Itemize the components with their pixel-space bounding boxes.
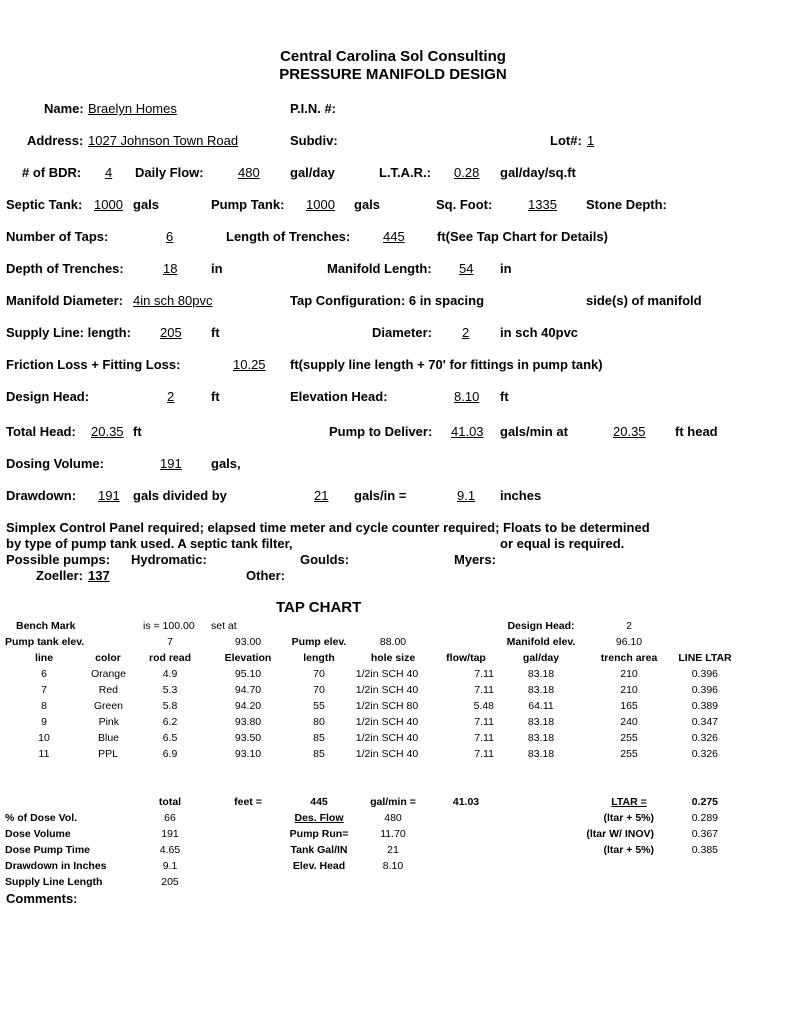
row-3-ltar: 0.389	[691, 700, 718, 712]
ltar-unit: gal/day/sq.ft	[500, 165, 576, 180]
ltar-plus5b-label: (ltar + 5%)	[603, 844, 654, 856]
address-value: 1027 Johnson Town Road	[88, 133, 239, 148]
manifold-elev-value: 96.10	[615, 636, 643, 648]
row-2-color: Red	[98, 684, 118, 696]
elevation-head-label: Elevation Head:	[290, 389, 388, 404]
row-1-galday: 83.18	[527, 668, 555, 680]
notes-line-1: Simplex Control Panel required; elapsed time meter and cycle counter required; Floats to be determined	[6, 520, 650, 535]
row-4-color: Pink	[98, 716, 119, 728]
name-value: Braelyn Homes	[88, 101, 177, 116]
septic-tank-unit: gals	[133, 197, 160, 212]
row-2-galday: 83.18	[527, 684, 555, 696]
pump-deliver-label: Pump to Deliver:	[329, 424, 433, 439]
zoeller-label: Zoeller:	[36, 568, 83, 583]
row-6-hole: 1/2in SCH 40	[355, 748, 419, 760]
design-head-label: Design Head:	[6, 389, 90, 404]
supply-line-value: 205	[160, 325, 182, 340]
pump-deliver-unit: gals/min at	[500, 424, 568, 439]
dose-pump-time-label: Dose Pump Time	[5, 844, 90, 856]
pump-tank-label: Pump Tank:	[211, 197, 285, 212]
sq-foot-label: Sq. Foot:	[436, 197, 493, 212]
friction-loss-value: 10.25	[233, 357, 266, 372]
design-head-unit: ft	[211, 389, 220, 404]
tap-design-head-label: Design Head:	[507, 620, 575, 632]
row-6-ltar: 0.326	[691, 748, 718, 760]
dosing-volume-label: Dosing Volume:	[6, 456, 104, 471]
manifold-length-value: 54	[459, 261, 474, 276]
summary-total-label: total	[158, 796, 182, 808]
row-6-elevation: 93.10	[234, 748, 262, 760]
pump-tank-unit: gals	[354, 197, 381, 212]
address-label: Address:	[27, 133, 84, 148]
row-1-color: Orange	[90, 668, 126, 680]
pct-dose-value: 66	[164, 812, 176, 824]
row-1-hole: 1/2in SCH 40	[355, 668, 419, 680]
row-6-rod: 6.9	[162, 748, 178, 760]
manifold-elev-label: Manifold elev.	[506, 636, 576, 648]
manifold-diameter-value: 4in sch 80pvc	[133, 293, 213, 308]
summary-ltar-label: LTAR =	[611, 796, 647, 808]
row-5-area: 255	[620, 732, 638, 744]
row-4-galday: 83.18	[527, 716, 555, 728]
possible-pumps-label: Possible pumps:	[6, 552, 111, 567]
bdr-value: 4	[105, 165, 113, 180]
row-1-line: 6	[41, 668, 47, 680]
head-value: 20.35	[613, 424, 646, 439]
elevation-head-value: 8.10	[454, 389, 480, 404]
trench-length-label: Length of Trenches:	[226, 229, 351, 244]
other-label: Other:	[246, 568, 285, 583]
tap-design-head-value: 2	[626, 620, 632, 632]
row-2-flow: 7.11	[474, 684, 494, 696]
goulds-label: Goulds:	[300, 552, 350, 567]
row-5-line: 10	[38, 732, 50, 744]
notes-line-2: by type of pump tank used. A septic tank filter,	[6, 536, 293, 551]
trench-length-note: ft(See Tap Chart for Details)	[437, 229, 608, 244]
dose-volume-label: Dose Volume	[5, 828, 71, 840]
row-5-color: Blue	[97, 732, 119, 744]
row-4-rod: 6.2	[162, 716, 178, 728]
row-4-length: 80	[313, 716, 325, 728]
row-4-ltar: 0.347	[691, 716, 718, 728]
row-6-flow: 7.11	[474, 748, 494, 760]
col-length: length	[303, 652, 335, 664]
notes-line-2b: or equal is required.	[500, 536, 625, 551]
dose-pump-time-value: 4.65	[159, 844, 181, 856]
ltar-value: 0.28	[454, 165, 480, 180]
trench-depth-label: Depth of Trenches:	[6, 261, 124, 276]
drawdown-label: Drawdown:	[6, 488, 77, 503]
taps-value: 6	[166, 229, 174, 244]
friction-loss-note: ft(supply line length + 70' for fittings in pump tank)	[290, 357, 603, 372]
ltar-plus5-value: 0.289	[691, 812, 718, 824]
col-line: line	[34, 652, 54, 664]
design-head-value: 2	[167, 389, 175, 404]
row-6-length: 85	[313, 748, 325, 760]
row-3-flow: 5.48	[473, 700, 494, 712]
col-flow-tap: flow/tap	[446, 652, 486, 664]
pump-tank-elev-label: Pump tank elev.	[5, 636, 85, 648]
row-3-elevation: 94.20	[234, 700, 262, 712]
row-1-flow: 7.11	[474, 668, 494, 680]
ltar-inov-label: (ltar W/ INOV)	[586, 828, 654, 840]
bench-mark-label: Bench Mark	[16, 620, 76, 632]
diameter-label: Diameter:	[372, 325, 432, 340]
col-elevation: Elevation	[224, 652, 272, 664]
pump-tank-value: 1000	[306, 197, 335, 212]
drawdown-inches-label: Drawdown in Inches	[5, 860, 107, 872]
row-1-ltar: 0.396	[691, 668, 718, 680]
total-head-label: Total Head:	[6, 424, 76, 439]
document-title: PRESSURE MANIFOLD DESIGN	[279, 66, 507, 83]
pump-deliver-value: 41.03	[451, 424, 484, 439]
row-5-galday: 83.18	[527, 732, 555, 744]
supply-line-length-value: 205	[161, 876, 179, 888]
ltar-plus5-label: (ltar + 5%)	[603, 812, 654, 824]
row-3-color: Green	[93, 700, 123, 712]
ltar-inov-value: 0.367	[691, 828, 718, 840]
hydromatic-label: Hydromatic:	[131, 552, 207, 567]
col-rod-read: rod read	[148, 652, 192, 664]
row-4-area: 240	[620, 716, 638, 728]
dose-volume-value: 191	[161, 828, 179, 840]
row-1-length: 70	[313, 668, 325, 680]
trench-length-value: 445	[383, 229, 405, 244]
tap-configuration: Tap Configuration: 6 in spacing	[290, 293, 485, 308]
pump-elev-label: Pump elev.	[291, 636, 347, 648]
tank-gal-value: 21	[387, 844, 399, 856]
septic-tank-label: Septic Tank:	[6, 197, 83, 212]
daily-flow-label: Daily Flow:	[135, 165, 204, 180]
drawdown-divisor-unit: gals/in =	[354, 488, 407, 503]
row-6-area: 255	[620, 748, 638, 760]
pump-tank-rod: 7	[167, 636, 173, 648]
drawdown-result: 9.1	[457, 488, 476, 503]
row-5-length: 85	[313, 732, 325, 744]
daily-flow-value: 480	[238, 165, 260, 180]
summary-elev-head-value: 8.10	[382, 860, 404, 872]
bench-mark-set-at: set at	[211, 620, 237, 632]
col-gal-day: gal/day	[522, 652, 560, 664]
name-label: Name:	[44, 101, 84, 116]
manifold-length-label: Manifold Length:	[327, 261, 432, 276]
manifold-length-unit: in	[500, 261, 512, 276]
drawdown-divisor: 21	[314, 488, 329, 503]
bdr-label: # of BDR:	[22, 165, 82, 180]
row-3-line: 8	[41, 700, 47, 712]
tank-gal-label: Tank Gal/IN	[290, 844, 348, 856]
tap-chart-title: TAP CHART	[276, 599, 362, 616]
row-2-elevation: 94.70	[234, 684, 262, 696]
drawdown-text: gals divided by	[133, 488, 227, 503]
summary-feet-label: feet =	[234, 796, 262, 808]
supply-line-unit: ft	[211, 325, 220, 340]
dosing-volume-unit: gals,	[211, 456, 241, 471]
trench-depth-unit: in	[211, 261, 223, 276]
row-1-rod: 4.9	[162, 668, 178, 680]
row-5-ltar: 0.326	[691, 732, 718, 744]
row-4-flow: 7.11	[474, 716, 494, 728]
pct-dose-label: % of Dose Vol.	[5, 812, 78, 824]
elevation-head-unit: ft	[500, 389, 509, 404]
drawdown-value: 191	[98, 488, 120, 503]
col-trench-area: trench area	[600, 652, 658, 664]
col-color: color	[95, 652, 121, 664]
row-3-galday: 64.11	[528, 700, 554, 712]
row-5-rod: 6.5	[162, 732, 178, 744]
pump-run-value: 11.70	[380, 828, 406, 840]
pin-label: P.I.N. #:	[290, 101, 337, 116]
row-5-hole: 1/2in SCH 40	[355, 732, 419, 744]
comments-label: Comments:	[6, 891, 78, 906]
des-flow-value: 480	[384, 812, 402, 824]
drawdown-inches-value: 9.1	[162, 860, 178, 872]
summary-galmin-label: gal/min =	[370, 796, 416, 808]
row-4-hole: 1/2in SCH 40	[355, 716, 419, 728]
diameter-value: 2	[462, 325, 470, 340]
row-2-rod: 5.3	[162, 684, 178, 696]
manifold-sides: side(s) of manifold	[586, 293, 702, 308]
row-6-galday: 83.18	[527, 748, 555, 760]
row-4-line: 9	[41, 716, 47, 728]
row-3-rod: 5.8	[162, 700, 178, 712]
bench-mark-is: is = 100.00	[143, 620, 195, 632]
lot-value: 1	[587, 133, 595, 148]
supply-line-length-label: Supply Line Length	[5, 876, 103, 888]
summary-feet-value: 445	[310, 796, 328, 808]
septic-tank-value: 1000	[94, 197, 123, 212]
row-4-elevation: 93.80	[234, 716, 262, 728]
summary-ltar-value: 0.275	[691, 796, 718, 808]
row-1-area: 210	[620, 668, 638, 680]
des-flow-label: Des. Flow	[294, 812, 344, 824]
row-5-flow: 7.11	[474, 732, 494, 744]
dosing-volume-value: 191	[160, 456, 182, 471]
col-line-ltar: LINE LTAR	[678, 652, 732, 664]
ltar-label: L.T.A.R.:	[379, 165, 431, 180]
summary-elev-head-label: Elev. Head	[292, 860, 346, 872]
row-2-area: 210	[620, 684, 638, 696]
pump-tank-elev: 93.00	[234, 636, 262, 648]
col-hole-size: hole size	[370, 652, 416, 664]
total-head-unit: ft	[133, 424, 142, 439]
row-2-line: 7	[41, 684, 47, 696]
subdiv-label: Subdiv:	[290, 133, 338, 148]
supply-line-label: Supply Line: length:	[6, 325, 131, 340]
row-2-hole: 1/2in SCH 40	[355, 684, 419, 696]
row-2-ltar: 0.396	[691, 684, 718, 696]
taps-label: Number of Taps:	[6, 229, 109, 244]
stone-depth-label: Stone Depth:	[586, 197, 667, 212]
diameter-unit: in sch 40pvc	[500, 325, 579, 340]
row-2-length: 70	[313, 684, 325, 696]
head-unit: ft head	[675, 424, 718, 439]
trench-depth-value: 18	[163, 261, 178, 276]
row-5-elevation: 93.50	[234, 732, 262, 744]
row-6-line: 11	[38, 748, 50, 760]
ltar-plus5b-value: 0.385	[691, 844, 718, 856]
friction-loss-label: Friction Loss + Fitting Loss:	[6, 357, 181, 372]
myers-label: Myers:	[454, 552, 496, 567]
pump-run-label: Pump Run=	[289, 828, 349, 840]
zoeller-value: 137	[88, 568, 110, 583]
sq-foot-value: 1335	[528, 197, 557, 212]
row-6-color: PPL	[98, 748, 118, 760]
daily-flow-unit: gal/day	[290, 165, 335, 180]
manifold-diameter-label: Manifold Diameter:	[6, 293, 124, 308]
total-head-value: 20.35	[91, 424, 124, 439]
summary-galmin-value: 41.03	[452, 796, 480, 808]
lot-label: Lot#:	[550, 133, 582, 148]
row-3-hole: 1/2in SCH 80	[355, 700, 419, 712]
company-name: Central Carolina Sol Consulting	[280, 48, 506, 65]
row-3-area: 165	[620, 700, 638, 712]
row-3-length: 55	[313, 700, 325, 712]
drawdown-result-unit: inches	[500, 488, 542, 503]
row-1-elevation: 95.10	[234, 668, 262, 680]
pump-elev-value: 88.00	[379, 636, 407, 648]
